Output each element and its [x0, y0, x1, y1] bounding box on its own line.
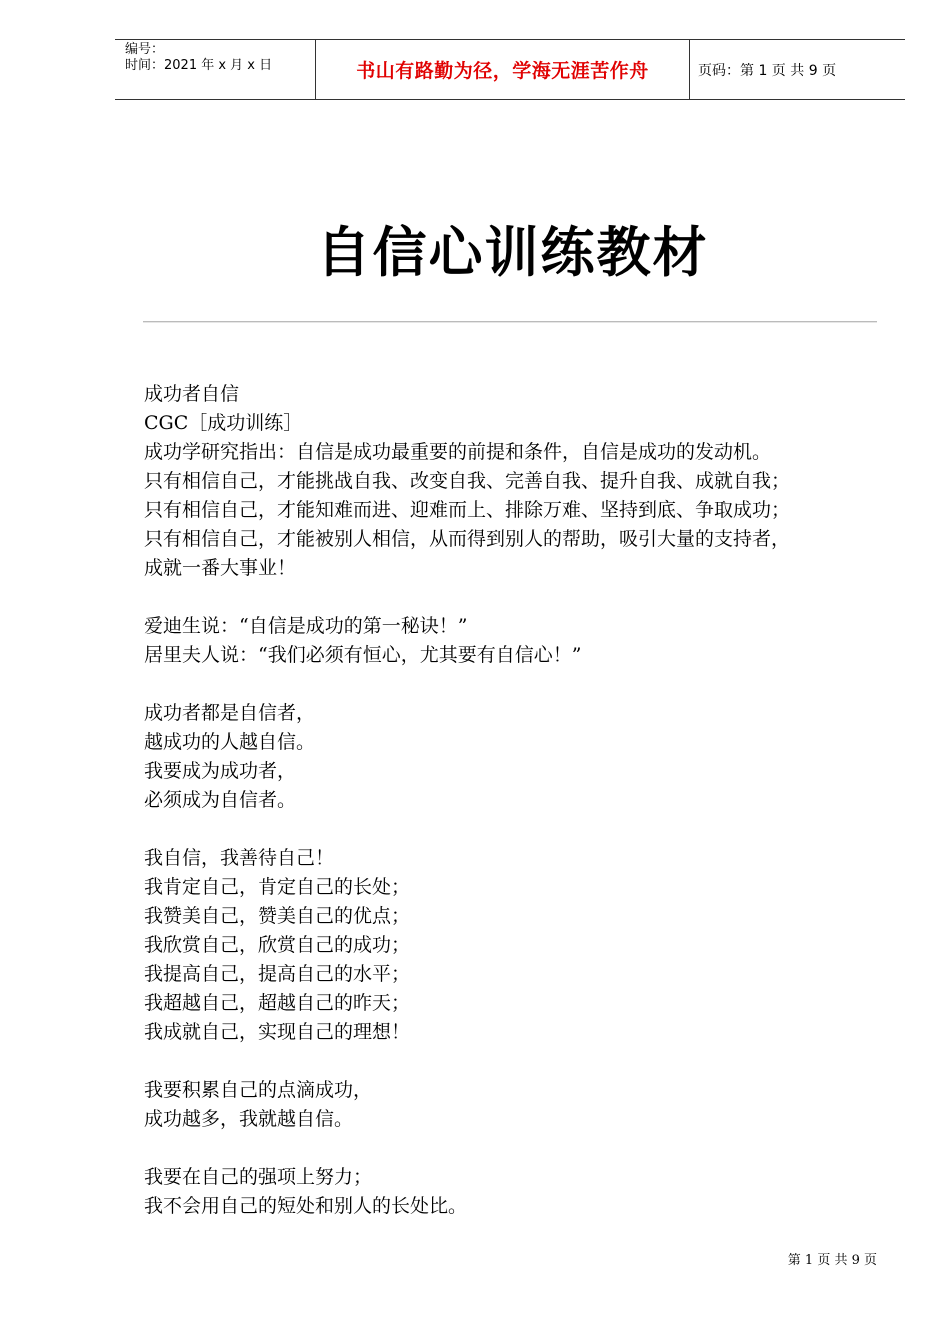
body-line: 我成就自己，实现自己的理想！ — [144, 1021, 411, 1043]
body-line: 只有相信自己，才能被别人相信，从而得到别人的帮助，吸引大量的支持者， — [144, 528, 791, 550]
page-title: 自信心训练教材 — [316, 221, 709, 284]
body-line: 我肯定自己，肯定自己的长处； — [144, 876, 411, 898]
body-line: 成功者自信 — [144, 383, 240, 405]
body-line: 我赞美自己，赞美自己的优点； — [144, 905, 411, 927]
body-line: 越成功的人越自信。 — [144, 731, 316, 753]
header-page-info: 页码：第 1 页 共 9 页 — [698, 62, 837, 79]
title-divider — [143, 321, 877, 323]
paragraph-gap — [144, 1134, 884, 1163]
header-meta — [115, 40, 316, 99]
body-line: 我欣赏自己，欣赏自己的成功； — [144, 934, 411, 956]
paragraph-gap — [144, 583, 884, 612]
document-body — [144, 380, 884, 1221]
header-page-cell — [690, 40, 905, 99]
body-line: 我超越自己，超越自己的昨天； — [144, 992, 411, 1014]
body-line: 成功越多，我就越自信。 — [144, 1108, 354, 1130]
header-motto-cell — [316, 40, 690, 99]
paragraph-gap — [144, 670, 884, 699]
page-footer: 第 1 页 共 9 页 — [787, 1253, 877, 1268]
document-time-label: 时间：2021 年 x 月 x 日 — [125, 58, 273, 73]
body-line: 必须成为自信者。 — [144, 789, 297, 811]
body-line: 我要在自己的强项上努力； — [144, 1166, 373, 1188]
body-line: 成功学研究指出：自信是成功最重要的前提和条件，自信是成功的发动机。 — [144, 441, 772, 463]
body-line: 爱迪生说：“自信是成功的第一秘诀！” — [144, 615, 468, 637]
body-line: 只有相信自己，才能挑战自我、改变自我、完善自我、提升自我、成就自我； — [144, 470, 791, 492]
paragraph-gap — [144, 815, 884, 844]
body-line: 我自信，我善待自己！ — [144, 847, 335, 869]
body-line: 我要成为成功者， — [144, 760, 297, 782]
body-line: 成功者都是自信者， — [144, 702, 316, 724]
body-line: CGC［成功训练］ — [144, 412, 303, 434]
body-line: 我不会用自己的短处和别人的长处比。 — [144, 1195, 468, 1217]
header-motto: 书山有路勤为径，学海无涯苦作舟 — [356, 60, 649, 82]
body-line: 成就一番大事业！ — [144, 557, 297, 579]
paragraph-gap — [144, 1047, 884, 1076]
document-number-label: 编号： — [125, 42, 165, 57]
document-header — [115, 39, 905, 100]
body-line: 我要积累自己的点滴成功， — [144, 1079, 373, 1101]
body-line: 我提高自己，提高自己的水平； — [144, 963, 411, 985]
body-line: 居里夫人说：“我们必须有恒心，尤其要有自信心！” — [144, 644, 582, 666]
body-line: 只有相信自己，才能知难而进、迎难而上、排除万难、坚持到底、争取成功； — [144, 499, 791, 521]
